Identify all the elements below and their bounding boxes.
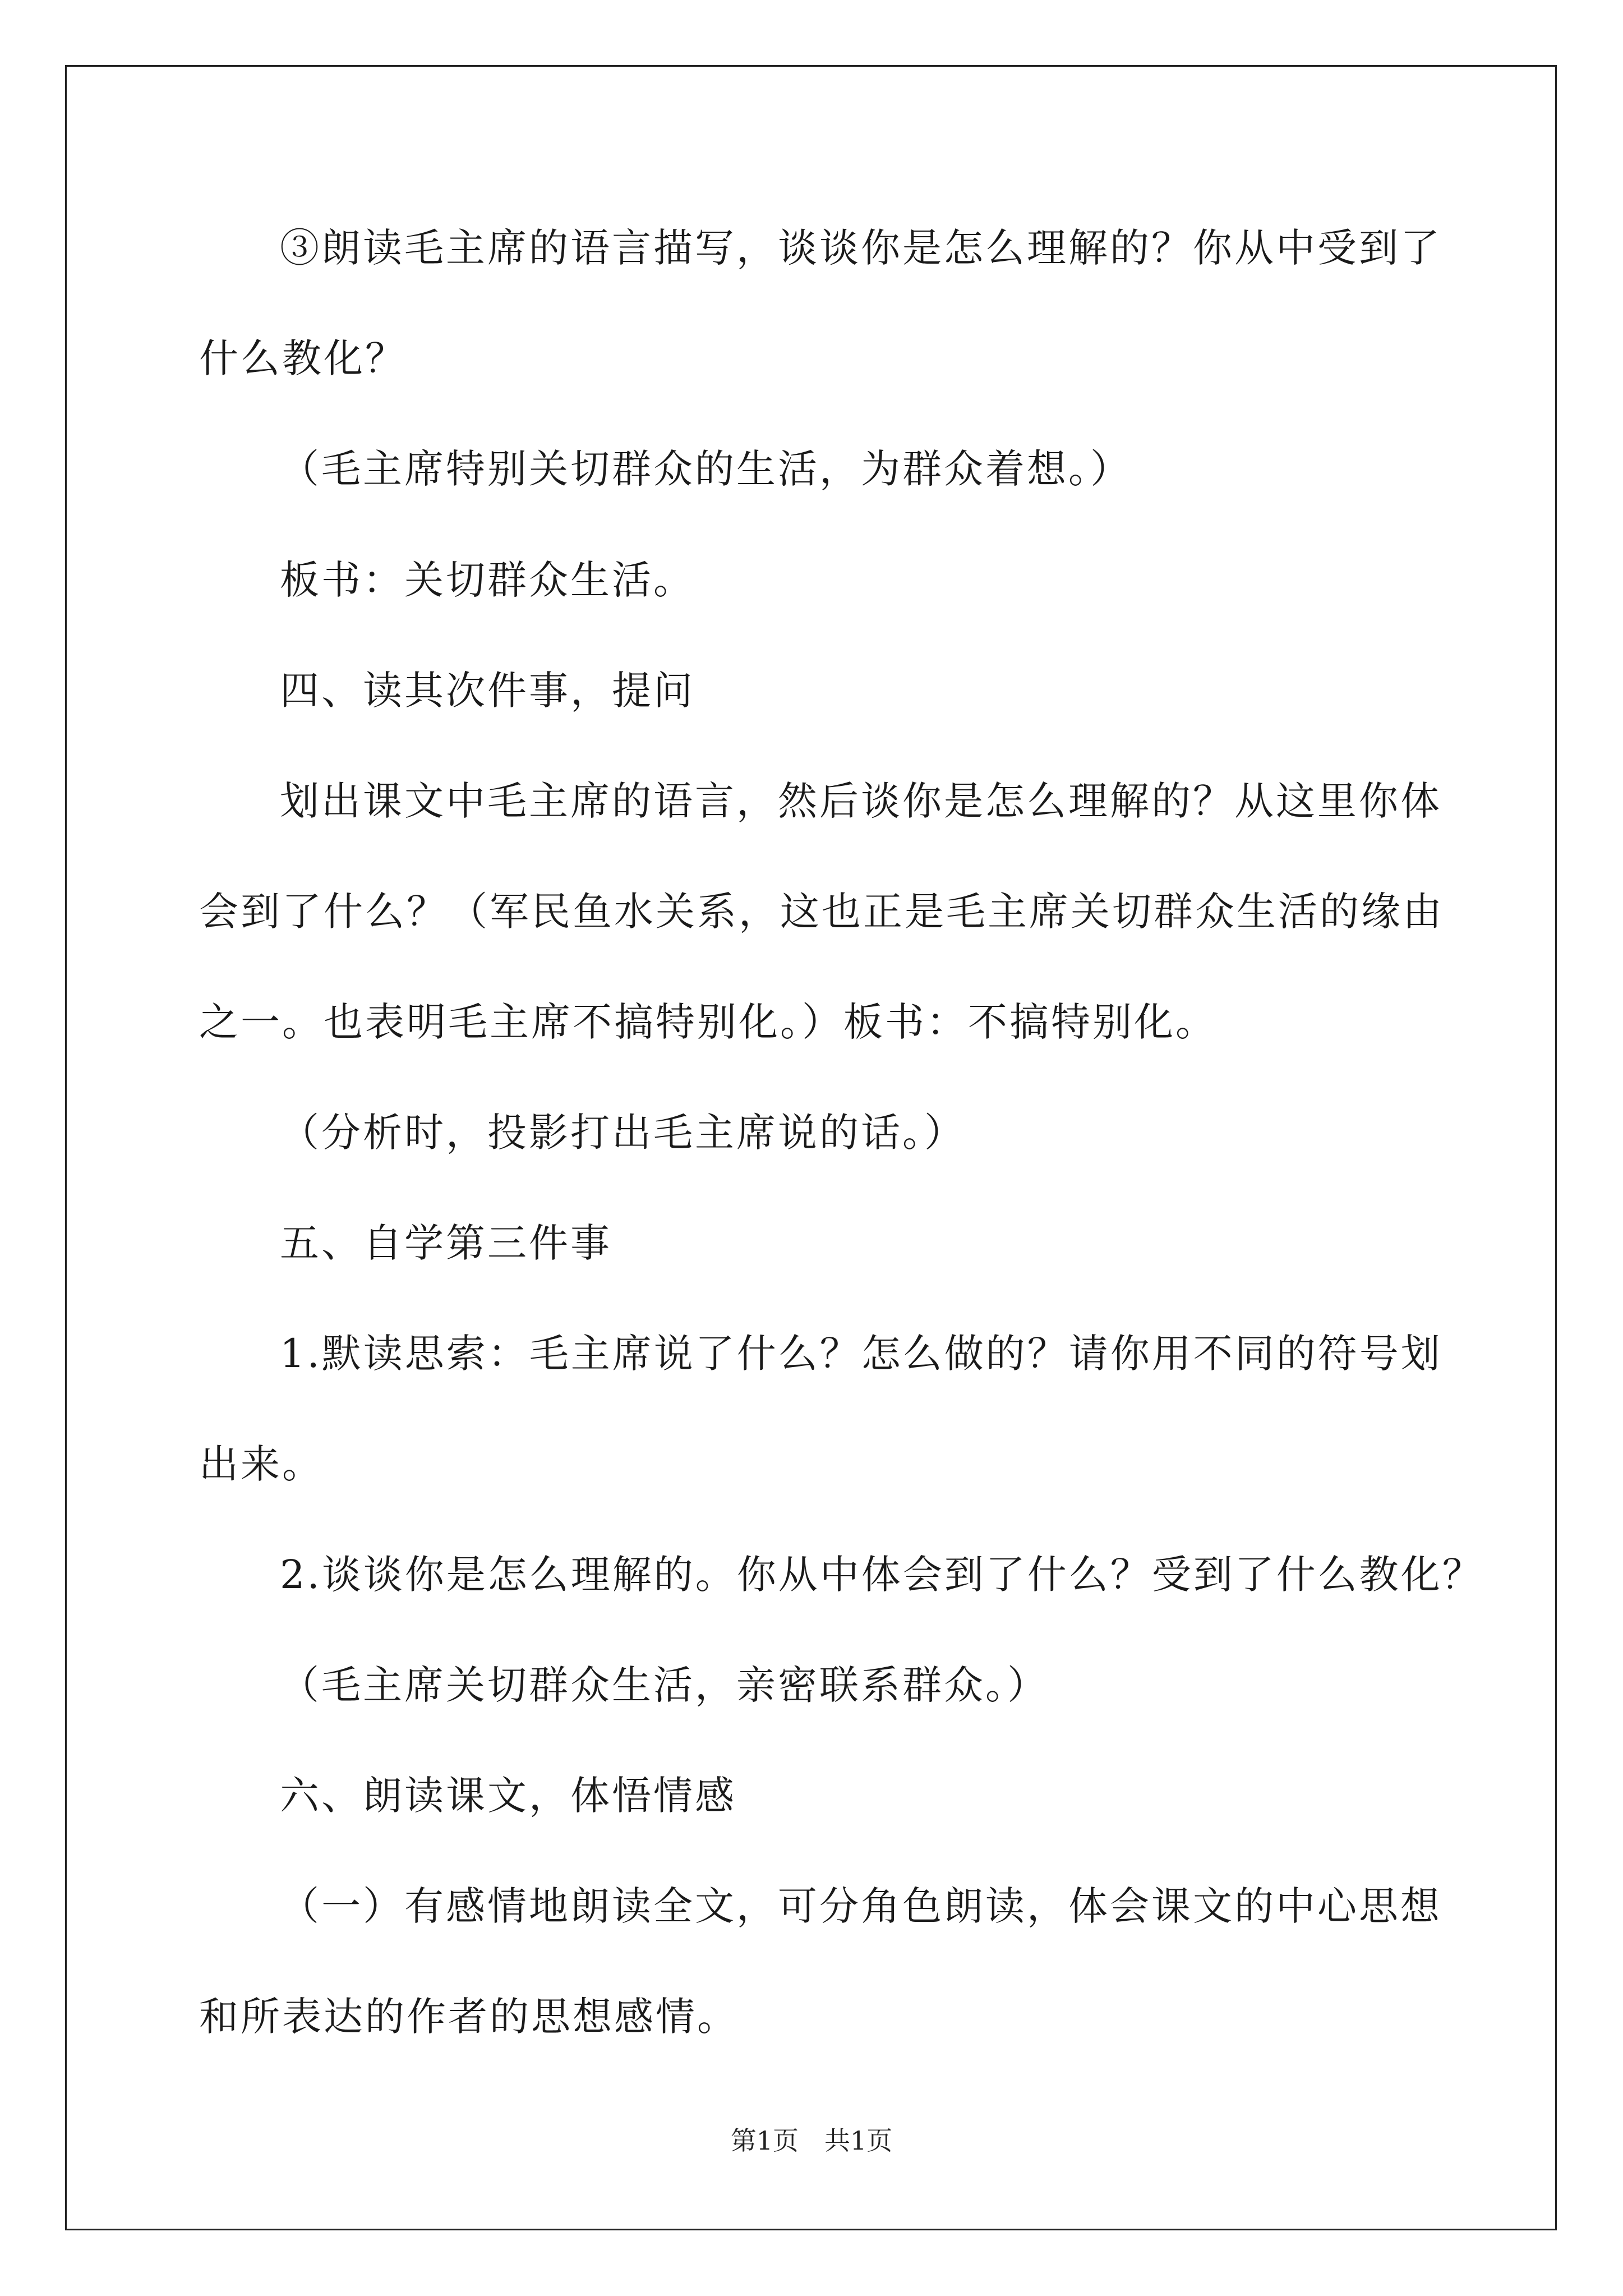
paragraph-line: 划出课文中毛主席的语言，然后谈你是怎么理解的？从这里你体 — [280, 778, 1442, 824]
paragraph-line: （分析时，投影打出毛主席说的话。） — [280, 1110, 966, 1156]
paragraph-line: （一）有感情地朗读全文，可分角色朗读，体会课文的中心思想 — [280, 1883, 1442, 1929]
paragraph-line: 板书：关切群众生活。 — [280, 557, 695, 603]
paragraph-line: （毛主席特别关切群众的生活，为群众着想。） — [280, 446, 1132, 492]
paragraph-line: 出来。 — [199, 1441, 324, 1487]
paragraph-line: （毛主席关切群众生活，亲密联系群众。） — [280, 1662, 1049, 1708]
section-heading: 六、朗读课文，体悟情感 — [280, 1773, 736, 1819]
paragraph-line: 1.默读思索：毛主席说了什么？怎么做的？请你用不同的符号划 — [280, 1331, 1442, 1377]
paragraph-line: 和所表达的作者的思想感情。 — [199, 1994, 739, 2040]
paragraph-line: 之一。也表明毛主席不搞特别化。）板书：不搞特别化。 — [199, 999, 1217, 1045]
paragraph-line: 2.谈谈你是怎么理解的。你从中体会到了什么？受到了什么教化？ — [280, 1552, 1484, 1598]
section-heading: 五、自学第三件事 — [280, 1220, 612, 1266]
section-heading: 四、读其次件事，提问 — [280, 668, 695, 714]
paragraph-line: 会到了什么？（军民鱼水关系，这也正是毛主席关切群众生活的缘由 — [199, 889, 1444, 935]
paragraph-line: ③朗读毛主席的语言描写，谈谈你是怎么理解的？你从中受到了 — [280, 225, 1442, 271]
paragraph-line: 什么教化？ — [199, 335, 407, 381]
page-footer: 第1页 共1页 — [730, 2125, 893, 2156]
